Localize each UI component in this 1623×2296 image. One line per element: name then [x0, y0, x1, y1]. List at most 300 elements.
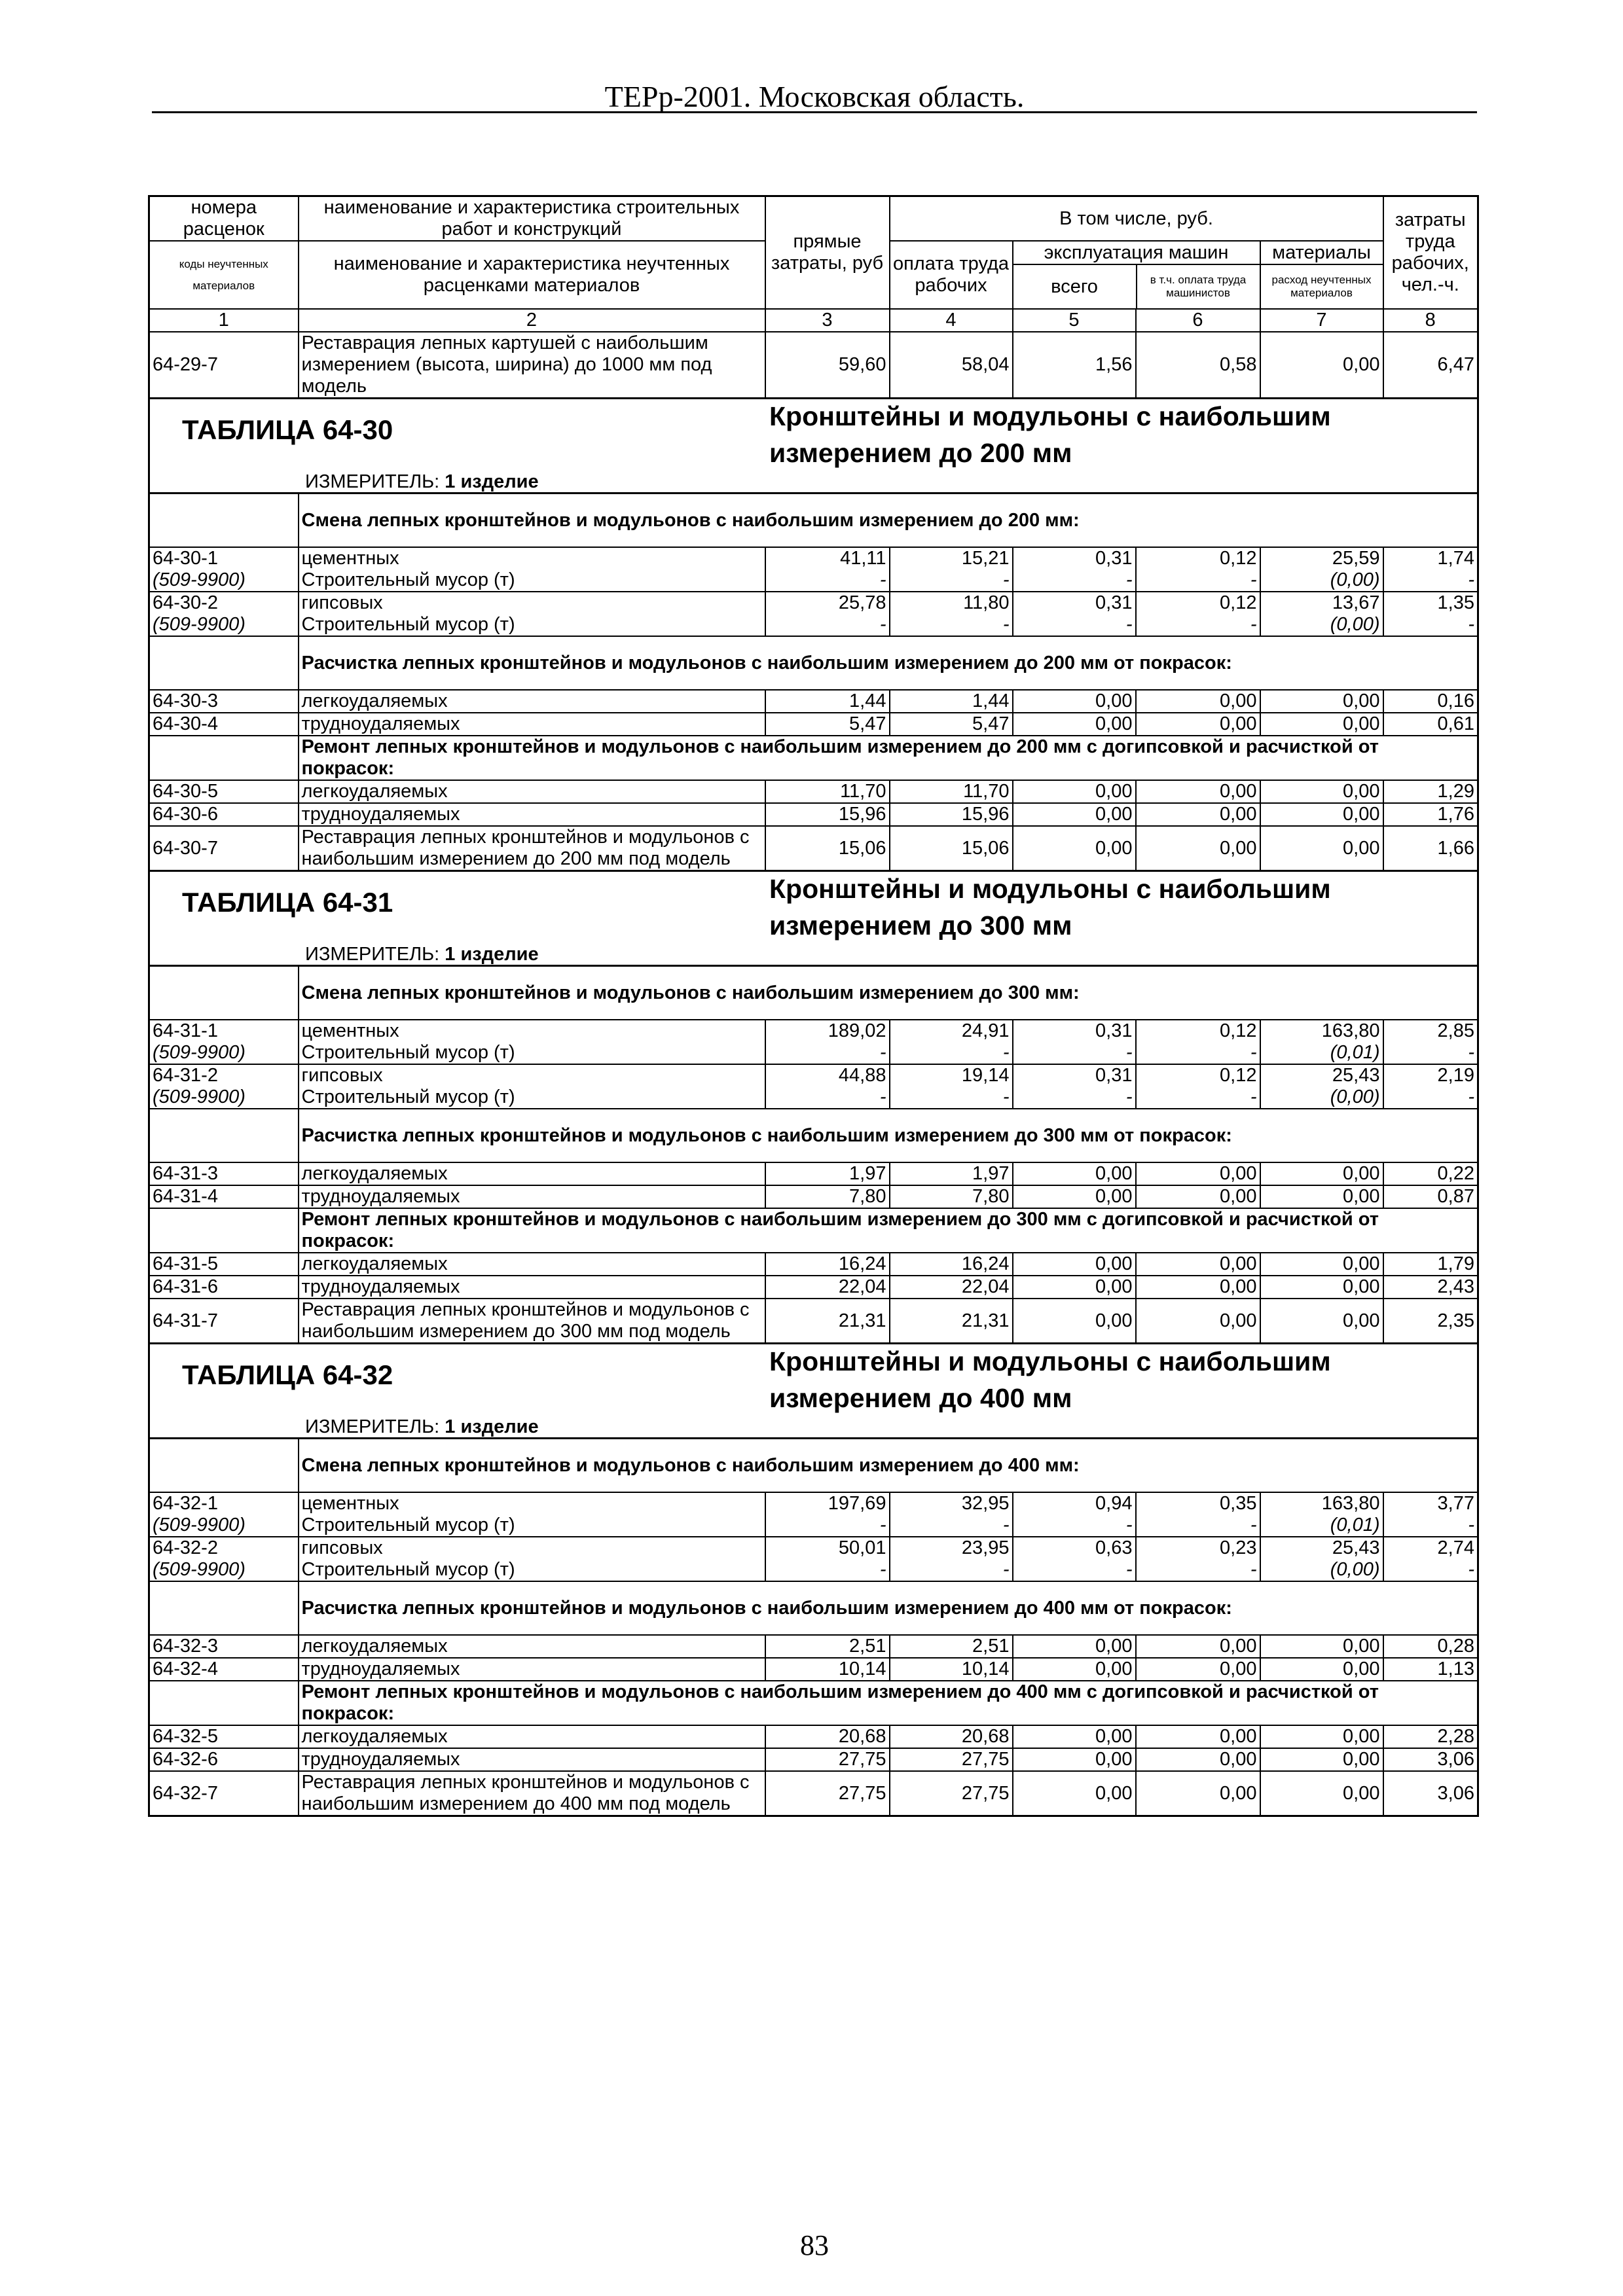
rate-name: легкоудаляемых: [299, 1725, 765, 1748]
table-label: ТАБЛИЦА 64-31: [182, 887, 393, 918]
rate-value: 0,00: [1260, 1725, 1383, 1748]
rate-code: 64-32-5: [149, 1725, 299, 1748]
table-label: ТАБЛИЦА 64-32: [182, 1359, 393, 1390]
rate-value: (0,01): [1260, 1042, 1383, 1064]
rate-name: цементных: [299, 1492, 765, 1515]
unit-label: ИЗМЕРИТЕЛЬ:: [305, 1416, 440, 1437]
rate-value: -: [1013, 1086, 1136, 1109]
rate-value: 1,97: [765, 1162, 890, 1185]
rate-value: -: [1468, 569, 1474, 590]
rate-row: [149, 1020, 1478, 1042]
column-number: 5: [1013, 309, 1136, 332]
rate-value: 0,22: [1383, 1162, 1478, 1185]
column-number: 6: [1136, 309, 1260, 332]
rate-value: 0,00: [1260, 1162, 1383, 1185]
rate-value: 0,00: [1136, 1299, 1260, 1344]
header-group: В том числе, руб.: [890, 196, 1383, 242]
rate-name: легкоудаляемых: [299, 1253, 765, 1276]
rates-table: [148, 195, 1479, 1817]
rate-value: 24,91: [890, 1020, 1013, 1042]
rate-name: цементных: [299, 547, 765, 569]
rate-value: 0,31: [1013, 1020, 1136, 1042]
page-number: 83: [800, 2229, 829, 2261]
rate-value: 0,00: [1013, 1253, 1136, 1276]
rate-value: -: [890, 1086, 1013, 1109]
group-heading: Расчистка лепных кронштейнов и модульонов с наибольшим измерением до 200 мм от покрасок:: [299, 636, 1478, 690]
rate-value: 2,28: [1383, 1725, 1478, 1748]
rate-value: 0,00: [1136, 1748, 1260, 1771]
rate-row: [149, 1635, 1478, 1658]
section-header-inner: [153, 872, 1474, 965]
header-row-1: [149, 196, 1478, 242]
rate-value: 0,31: [1013, 1064, 1136, 1086]
rate-value: 50,01: [765, 1537, 890, 1559]
rate-value: 2,51: [890, 1635, 1013, 1658]
group-heading-row: [149, 493, 1478, 548]
rate-value: 25,59: [1260, 547, 1383, 569]
rate-value: 59,60: [765, 332, 890, 399]
rate-value: 15,21: [890, 547, 1013, 569]
rate-value: 27,75: [765, 1771, 890, 1816]
group-heading: Расчистка лепных кронштейнов и модульонов с наибольшим измерением до 300 мм от покрасок:: [299, 1109, 1478, 1162]
rate-value: 0,00: [1136, 1276, 1260, 1299]
table-section-header: [149, 871, 1478, 966]
table-heading: Кронштейны и модульоны с наибольшим измерением до 300 мм: [769, 874, 1331, 941]
table-section-header: [149, 399, 1478, 493]
rate-value: 21,31: [765, 1299, 890, 1344]
column-numbers-row: [149, 309, 1478, 332]
title-rule: [152, 111, 1477, 113]
rate-value: 0,00: [1136, 1635, 1260, 1658]
rate-row: [149, 1162, 1478, 1185]
rate-name: трудноудаляемых: [299, 803, 765, 826]
rate-value: 0,31: [1013, 547, 1136, 569]
rate-code: 64-31-3: [149, 1162, 299, 1185]
rate-value: -: [890, 1559, 1013, 1581]
rate-value: 0,00: [1260, 1276, 1383, 1299]
material-row: [149, 1515, 1478, 1537]
rate-value: (0,00): [1260, 1559, 1383, 1581]
rate-value: (0,01): [1260, 1515, 1383, 1537]
rate-value: 0,00: [1013, 1162, 1136, 1185]
rate-value: 11,70: [765, 780, 890, 803]
rate-row: [149, 1276, 1478, 1299]
rate-name: Строительный мусор (т): [299, 1042, 765, 1064]
group-code-cell: [149, 1208, 299, 1253]
rate-value: -: [765, 1559, 890, 1581]
rate-code: 64-32-2: [149, 1537, 299, 1559]
rate-value: 0,00: [1013, 1185, 1136, 1208]
rate-value: (0,00): [1260, 1086, 1383, 1109]
rate-value: -: [890, 614, 1013, 636]
rate-row: [149, 1064, 1478, 1086]
rate-code: 64-30-4: [149, 713, 299, 736]
column-number: 3: [765, 309, 890, 332]
unit-value: 1 изделие: [445, 1416, 539, 1437]
unit-label: ИЗМЕРИТЕЛЬ:: [305, 944, 440, 965]
rate-value: -: [1136, 1042, 1260, 1064]
rate-value: 0,00: [1013, 1299, 1136, 1344]
rate-value: 0,00: [1260, 713, 1383, 736]
section-header-inner: [153, 399, 1474, 492]
header-col7: расход неучтенных материалов: [1271, 274, 1372, 299]
group-heading-row: [149, 736, 1478, 780]
section-header-cell: [149, 399, 1478, 493]
rate-name: легкоудаляемых: [299, 1635, 765, 1658]
rate-row: [149, 1771, 1478, 1816]
rate-value: 0,00: [1013, 826, 1136, 871]
group-heading: Ремонт лепных кронштейнов и модульонов с наибольшим измерением до 400 мм с догипсовкой и расчисткой от покрасок:: [299, 1681, 1478, 1725]
rate-code: 64-31-6: [149, 1276, 299, 1299]
rate-value: 2,43: [1383, 1276, 1478, 1299]
rate-value: 0,00: [1136, 690, 1260, 713]
rate-value: 0,31: [1013, 592, 1136, 614]
unit-label: ИЗМЕРИТЕЛЬ:: [305, 471, 440, 492]
rate-row: [149, 1253, 1478, 1276]
rate-value: 25,43: [1260, 1064, 1383, 1086]
rate-code: (509-9900): [149, 1559, 299, 1581]
rate-value: 0,94: [1013, 1492, 1136, 1515]
rate-value: 0,00: [1260, 1635, 1383, 1658]
rate-value: 15,06: [890, 826, 1013, 871]
rate-value: 22,04: [765, 1276, 890, 1299]
header-col6: в т.ч. оплата труда машинистов: [1150, 274, 1247, 299]
rate-value: 2,51: [765, 1635, 890, 1658]
rate-value: 6,47: [1383, 332, 1478, 399]
rate-value: 27,75: [890, 1771, 1013, 1816]
rate-value: -: [890, 569, 1013, 592]
header-col8: затраты труда рабочих, чел.-ч.: [1383, 196, 1478, 310]
rate-value: -: [765, 569, 890, 592]
rate-row: [149, 1658, 1478, 1681]
table-heading: Кронштейны и модульоны с наибольшим измерением до 200 мм: [769, 401, 1331, 468]
table-section-header: [149, 1344, 1478, 1439]
rate-value: 0,00: [1260, 1771, 1383, 1816]
rate-code: 64-29-7: [149, 332, 299, 399]
rate-value: 0,00: [1013, 1725, 1136, 1748]
rate-code: 64-31-1: [149, 1020, 299, 1042]
section-header-cell: [149, 871, 1478, 966]
rate-value: 1,79: [1383, 1253, 1478, 1276]
column-number: 8: [1383, 309, 1478, 332]
rate-value: -: [765, 1042, 890, 1064]
rate-value: 0,00: [1013, 1658, 1136, 1681]
group-code-cell: [149, 736, 299, 780]
rate-code: 64-31-5: [149, 1253, 299, 1276]
rate-row: [149, 1185, 1478, 1208]
rate-name: Реставрация лепных кронштейнов и модульонов с наибольшим измерением до 200 мм под модель: [299, 826, 765, 871]
rate-value: 0,00: [1013, 713, 1136, 736]
rate-value: (0,00): [1260, 614, 1383, 636]
rate-value: 11,80: [890, 592, 1013, 614]
rate-value: 1,29: [1383, 780, 1478, 803]
rate-value: 0,00: [1013, 803, 1136, 826]
rate-row: [149, 1537, 1478, 1559]
rate-code: 64-30-3: [149, 690, 299, 713]
rate-value: 1,76: [1383, 803, 1478, 826]
rate-value: 0,00: [1136, 1725, 1260, 1748]
rate-value: -: [1013, 1042, 1136, 1064]
group-code-cell: [149, 1109, 299, 1162]
rate-value: 20,68: [890, 1725, 1013, 1748]
rate-value: 1,66: [1383, 826, 1478, 871]
rate-name: Строительный мусор (т): [299, 614, 765, 636]
rate-value: 2,85: [1383, 1020, 1478, 1042]
rate-value: 1,74: [1383, 547, 1478, 569]
column-number: 4: [890, 309, 1013, 332]
rate-value: -: [765, 614, 890, 636]
rate-value: 0,00: [1013, 780, 1136, 803]
header-machines-cell: [1013, 241, 1260, 309]
rate-value: 0,12: [1136, 1064, 1260, 1086]
rate-name: гипсовых: [299, 1537, 765, 1559]
rate-value: 1,35: [1383, 592, 1478, 614]
rate-value: 1,44: [765, 690, 890, 713]
rate-value: -: [1136, 1559, 1260, 1581]
rate-value: 0,00: [1136, 1658, 1260, 1681]
rate-value: 0,00: [1136, 1253, 1260, 1276]
material-row: [149, 1086, 1478, 1109]
rate-value: -: [1468, 1042, 1474, 1063]
material-row: [149, 569, 1478, 592]
rate-value: 5,47: [765, 713, 890, 736]
rate-value: 0,28: [1383, 1635, 1478, 1658]
rate-value: -: [1013, 1515, 1136, 1537]
rate-code: 64-32-7: [149, 1771, 299, 1816]
header-col5: всего: [1013, 265, 1137, 308]
rate-value: 27,75: [890, 1748, 1013, 1771]
header-materials: материалы: [1261, 242, 1383, 265]
rate-value: 189,02: [765, 1020, 890, 1042]
rate-name: Строительный мусор (т): [299, 1515, 765, 1537]
header-materials-cell: [1260, 241, 1383, 309]
group-code-cell: [149, 966, 299, 1020]
rate-name: Строительный мусор (т): [299, 1559, 765, 1581]
rate-code: 64-32-4: [149, 1658, 299, 1681]
unit-line: [305, 944, 539, 965]
rate-value: 7,80: [765, 1185, 890, 1208]
rate-value: 10,14: [765, 1658, 890, 1681]
group-code-cell: [149, 636, 299, 690]
rate-value: 23,95: [890, 1537, 1013, 1559]
rate-value: 0,63: [1013, 1537, 1136, 1559]
rate-code: 64-31-4: [149, 1185, 299, 1208]
rate-value: 0,00: [1136, 826, 1260, 871]
rate-value: 0,00: [1260, 1185, 1383, 1208]
rate-name: Реставрация лепных кронштейнов и модульонов с наибольшим измерением до 400 мм под модель: [299, 1771, 765, 1816]
rate-value: 2,19: [1383, 1064, 1478, 1086]
rate-value: 0,00: [1136, 1771, 1260, 1816]
rate-value: 0,12: [1136, 547, 1260, 569]
rate-name: трудноудаляемых: [299, 1276, 765, 1299]
rate-value: 21,31: [890, 1299, 1013, 1344]
group-heading-row: [149, 1109, 1478, 1162]
rate-row: [149, 1299, 1478, 1344]
rate-value: 1,97: [890, 1162, 1013, 1185]
material-row: [149, 1559, 1478, 1581]
rate-value: 0,00: [1260, 1658, 1383, 1681]
rate-value: -: [765, 1515, 890, 1537]
page-title: ТЕРр-2001. Московская область.: [604, 80, 1025, 113]
rate-value: -: [765, 1086, 890, 1109]
rate-value: 15,96: [765, 803, 890, 826]
rate-name: Реставрация лепных кронштейнов и модульонов с наибольшим измерением до 300 мм под модель: [299, 1299, 765, 1344]
rate-row: [149, 803, 1478, 826]
rate-value: 0,00: [1136, 803, 1260, 826]
rate-value: -: [1468, 1515, 1474, 1535]
rate-value: 3,77: [1383, 1492, 1478, 1515]
rate-code: (509-9900): [149, 569, 299, 592]
unit-value: 1 изделие: [445, 471, 539, 492]
rate-value: 3,06: [1383, 1748, 1478, 1771]
rate-value: -: [1136, 1515, 1260, 1537]
rate-row: [149, 1748, 1478, 1771]
unit-value: 1 изделие: [445, 944, 539, 965]
rate-value: 0,00: [1136, 780, 1260, 803]
rate-value: 5,47: [890, 713, 1013, 736]
material-row: [149, 1042, 1478, 1064]
rate-value: 15,96: [890, 803, 1013, 826]
rate-value: -: [1468, 1559, 1474, 1580]
column-number: 7: [1260, 309, 1383, 332]
rate-value: 0,00: [1260, 1748, 1383, 1771]
group-code-cell: [149, 1439, 299, 1493]
rate-value: 0,00: [1260, 826, 1383, 871]
rate-name: Реставрация лепных картушей с наибольшим измерением (высота, ширина) до 1000 мм под модель: [299, 332, 765, 399]
unit-line: [305, 471, 539, 493]
rate-value: 58,04: [890, 332, 1013, 399]
rate-value: 0,00: [1260, 1253, 1383, 1276]
rate-value: 0,61: [1383, 713, 1478, 736]
group-heading: Расчистка лепных кронштейнов и модульонов с наибольшим измерением до 400 мм от покрасок:: [299, 1581, 1478, 1635]
group-heading-row: [149, 636, 1478, 690]
rate-code: 64-32-1: [149, 1492, 299, 1515]
rate-value: 13,67: [1260, 592, 1383, 614]
rate-code: 64-32-3: [149, 1635, 299, 1658]
rate-value: 15,06: [765, 826, 890, 871]
group-code-cell: [149, 1681, 299, 1725]
rate-value: 44,88: [765, 1064, 890, 1086]
rate-value: 0,16: [1383, 690, 1478, 713]
rate-value: 197,69: [765, 1492, 890, 1515]
table-heading: Кронштейны и модульоны с наибольшим измерением до 400 мм: [769, 1346, 1331, 1413]
rate-value: 0,00: [1136, 713, 1260, 736]
rate-value: 11,70: [890, 780, 1013, 803]
header-col4: оплата труда рабочих: [890, 241, 1013, 309]
rate-value: -: [1136, 1086, 1260, 1109]
rate-code: 64-30-7: [149, 826, 299, 871]
rate-name: легкоудаляемых: [299, 690, 765, 713]
rate-row: [149, 592, 1478, 614]
group-heading: Ремонт лепных кронштейнов и модульонов с наибольшим измерением до 300 мм с догипсовкой и расчисткой от покрасок:: [299, 1208, 1478, 1253]
rate-value: 25,78: [765, 592, 890, 614]
header-col2-bottom: наименование и характеристика неучтенных расценками материалов: [299, 241, 765, 309]
group-heading-row: [149, 1581, 1478, 1635]
group-code-cell: [149, 1581, 299, 1635]
rate-code: 64-30-5: [149, 780, 299, 803]
rate-value: 19,14: [890, 1064, 1013, 1086]
rate-row: [149, 1725, 1478, 1748]
rate-value: 7,80: [890, 1185, 1013, 1208]
rate-code: (509-9900): [149, 1086, 299, 1109]
group-heading: Ремонт лепных кронштейнов и модульонов с наибольшим измерением до 200 мм с догипсовкой и расчисткой от покрасок:: [299, 736, 1478, 780]
rate-value: 0,00: [1260, 780, 1383, 803]
section-header-cell: [149, 1344, 1478, 1439]
rate-value: (0,00): [1260, 569, 1383, 592]
rate-value: 0,12: [1136, 592, 1260, 614]
rate-code: 64-31-2: [149, 1064, 299, 1086]
group-heading: Смена лепных кронштейнов и модульонов с наибольшим измерением до 400 мм:: [299, 1439, 1478, 1493]
rate-value: 2,74: [1383, 1537, 1478, 1559]
rate-value: 3,06: [1383, 1771, 1478, 1816]
rate-name: трудноудаляемых: [299, 713, 765, 736]
rate-row: [149, 826, 1478, 871]
group-code-cell: [149, 493, 299, 548]
rate-value: 0,00: [1013, 1771, 1136, 1816]
rate-name: легкоудаляемых: [299, 1162, 765, 1185]
rate-code: 64-31-7: [149, 1299, 299, 1344]
rate-code: 64-30-1: [149, 547, 299, 569]
rate-name: трудноудаляемых: [299, 1185, 765, 1208]
rate-value: 1,13: [1383, 1658, 1478, 1681]
rate-value: 1,56: [1013, 332, 1136, 399]
group-heading-row: [149, 966, 1478, 1020]
rate-value: 16,24: [890, 1253, 1013, 1276]
rate-value: 22,04: [890, 1276, 1013, 1299]
rate-value: -: [1136, 614, 1260, 636]
header-col3: прямые затраты, руб: [765, 196, 890, 310]
rate-code: 64-30-2: [149, 592, 299, 614]
rate-name: трудноудаляемых: [299, 1658, 765, 1681]
rate-row-64-29-7: [149, 332, 1478, 399]
column-number: 1: [149, 309, 299, 332]
rate-value: 0,00: [1136, 1185, 1260, 1208]
rate-value: 25,43: [1260, 1537, 1383, 1559]
rate-value: 0,23: [1136, 1537, 1260, 1559]
column-number: 2: [299, 309, 765, 332]
rate-row: [149, 713, 1478, 736]
rate-name: легкоудаляемых: [299, 780, 765, 803]
table-label: ТАБЛИЦА 64-30: [182, 414, 393, 445]
rate-value: 0,35: [1136, 1492, 1260, 1515]
rate-value: -: [1013, 569, 1136, 592]
rate-name: гипсовых: [299, 592, 765, 614]
group-heading-row: [149, 1681, 1478, 1725]
unit-line: [305, 1416, 539, 1438]
rate-name: цементных: [299, 1020, 765, 1042]
rate-name: трудноудаляемых: [299, 1748, 765, 1771]
group-heading-row: [149, 1439, 1478, 1493]
rate-name: гипсовых: [299, 1064, 765, 1086]
rate-code: 64-32-6: [149, 1748, 299, 1771]
rate-value: 0,00: [1013, 1635, 1136, 1658]
group-heading-row: [149, 1208, 1478, 1253]
rate-value: 0,87: [1383, 1185, 1478, 1208]
rate-code: 64-30-6: [149, 803, 299, 826]
section-header-inner: [153, 1344, 1474, 1437]
rate-value: -: [890, 1042, 1013, 1064]
rate-name: Строительный мусор (т): [299, 569, 765, 592]
rate-code: (509-9900): [149, 1515, 299, 1537]
rate-value: 10,14: [890, 1658, 1013, 1681]
rate-value: 0,00: [1260, 803, 1383, 826]
rate-value: -: [1013, 614, 1136, 636]
rate-value: 163,80: [1260, 1492, 1383, 1515]
rate-value: 0,00: [1136, 1162, 1260, 1185]
rate-value: 0,00: [1260, 332, 1383, 399]
group-heading: Смена лепных кронштейнов и модульонов с наибольшим измерением до 200 мм:: [299, 493, 1478, 548]
rate-row: [149, 690, 1478, 713]
